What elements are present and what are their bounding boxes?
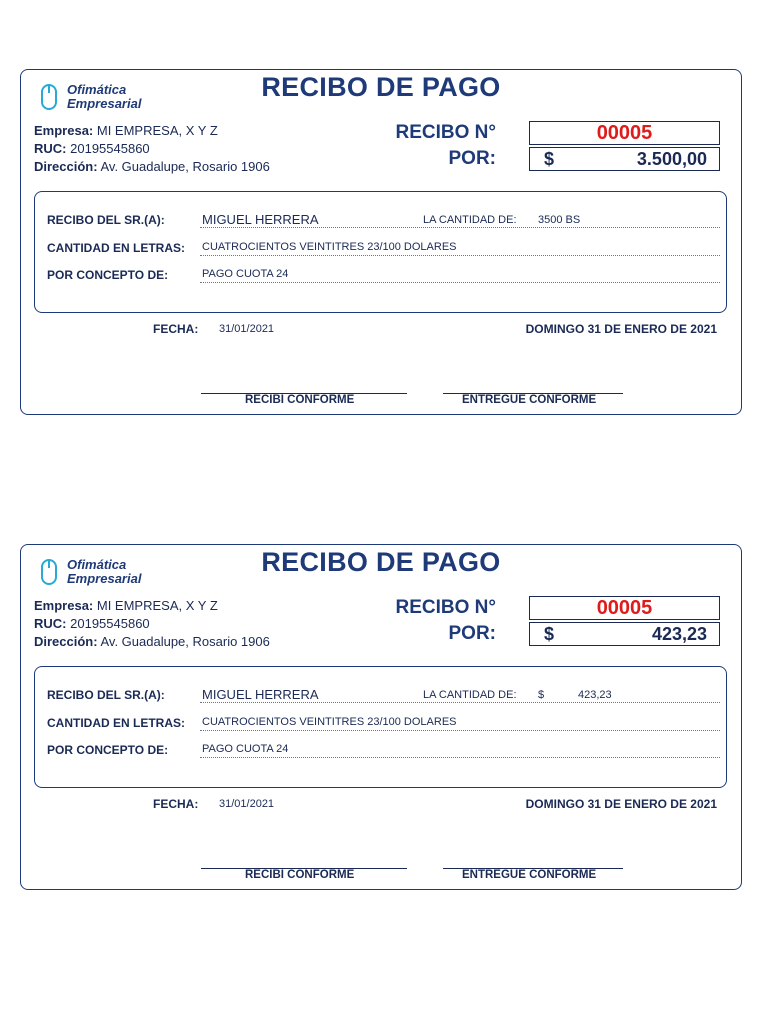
empresa-label: Empresa: (34, 123, 94, 138)
dotted-line (200, 282, 720, 283)
amount-box (529, 147, 720, 171)
concepto-value: PAGO CUOTA 24 (202, 268, 289, 280)
recibo-number-label: RECIBO N° (395, 597, 496, 618)
dotted-line (200, 757, 720, 758)
sr-label: RECIBO DEL SR.(A): (47, 688, 165, 702)
currency-symbol: $ (544, 624, 555, 644)
por-label: POR: (448, 623, 496, 644)
direccion-label: Dirección: (34, 634, 98, 649)
fecha-value: 31/01/2021 (219, 798, 275, 810)
company-info (34, 597, 270, 651)
dotted-line (200, 730, 720, 731)
letras-label: CANTIDAD EN LETRAS: (47, 241, 185, 255)
recibo-number-label: RECIBO N° (395, 122, 496, 143)
fecha-label: FECHA: (153, 797, 199, 811)
currency-symbol: $ (544, 149, 555, 169)
recibi-conforme-label: RECIBI CONFORME (245, 394, 355, 406)
por-label: POR: (448, 148, 496, 169)
recibo-number-box: 00005 (529, 121, 720, 145)
concepto-label: POR CONCEPTO DE: (47, 743, 169, 757)
dotted-line (200, 227, 720, 228)
concepto-label: POR CONCEPTO DE: (47, 268, 169, 282)
ruc-label: RUC: (34, 616, 67, 631)
direccion-value: Av. Guadalupe, Rosario 1906 (100, 634, 270, 649)
logo-line1: Ofimática (67, 82, 127, 97)
sr-value: MIGUEL HERRERA (202, 212, 319, 227)
details-panel (34, 666, 727, 788)
receipt-card (20, 69, 742, 415)
receipt-card (20, 544, 742, 890)
fecha-value: 31/01/2021 (219, 323, 275, 335)
fecha-long: DOMINGO 31 DE ENERO DE 2021 (525, 322, 717, 336)
details-panel (34, 191, 727, 313)
dotted-line (200, 255, 720, 256)
amount-value: 3.500,00 (636, 149, 707, 169)
direccion-label: Dirección: (34, 159, 98, 174)
sr-value: MIGUEL HERRERA (202, 687, 319, 702)
amount-box (529, 622, 720, 646)
company-logo (39, 557, 141, 587)
letras-value: CUATROCIENTOS VEINTITRES 23/100 DOLARES (202, 716, 457, 728)
empresa-value: MI EMPRESA, X Y Z (96, 598, 218, 613)
fecha-long: DOMINGO 31 DE ENERO DE 2021 (525, 797, 717, 811)
mouse-icon (39, 557, 59, 587)
entregue-conforme-label: ENTREGUE CONFORME (462, 394, 597, 406)
recibo-number-box: 00005 (529, 596, 720, 620)
ruc-value: 20195545860 (70, 616, 150, 631)
receipt-title: RECIBO DE PAGO (261, 547, 501, 577)
empresa-label: Empresa: (34, 598, 94, 613)
amount-value: 423,23 (651, 624, 707, 644)
cantidad-label: LA CANTIDAD DE: (423, 689, 517, 701)
logo-line2: Empresarial (67, 571, 142, 586)
receipt-title: RECIBO DE PAGO (261, 72, 501, 102)
recibi-conforme-label: RECIBI CONFORME (245, 869, 355, 881)
empresa-value: MI EMPRESA, X Y Z (96, 123, 218, 138)
logo-text (67, 558, 141, 586)
cantidad-value: 423,23 (578, 689, 612, 701)
dotted-line (200, 702, 720, 703)
fecha-label: FECHA: (153, 322, 199, 336)
cantidad-value: 3500 BS (538, 214, 581, 226)
letras-label: CANTIDAD EN LETRAS: (47, 716, 185, 730)
entregue-conforme-label: ENTREGUE CONFORME (462, 869, 597, 881)
ruc-label: RUC: (34, 141, 67, 156)
mouse-icon (39, 82, 59, 112)
company-info (34, 122, 270, 176)
ruc-value: 20195545860 (70, 141, 150, 156)
cantidad-currency: $ (538, 689, 545, 701)
logo-line1: Ofimática (67, 557, 127, 572)
direccion-value: Av. Guadalupe, Rosario 1906 (100, 159, 270, 174)
sr-label: RECIBO DEL SR.(A): (47, 213, 165, 227)
logo-line2: Empresarial (67, 96, 142, 111)
company-logo (39, 82, 141, 112)
concepto-value: PAGO CUOTA 24 (202, 743, 289, 755)
letras-value: CUATROCIENTOS VEINTITRES 23/100 DOLARES (202, 241, 457, 253)
logo-text (67, 83, 141, 111)
cantidad-label: LA CANTIDAD DE: (423, 214, 517, 226)
